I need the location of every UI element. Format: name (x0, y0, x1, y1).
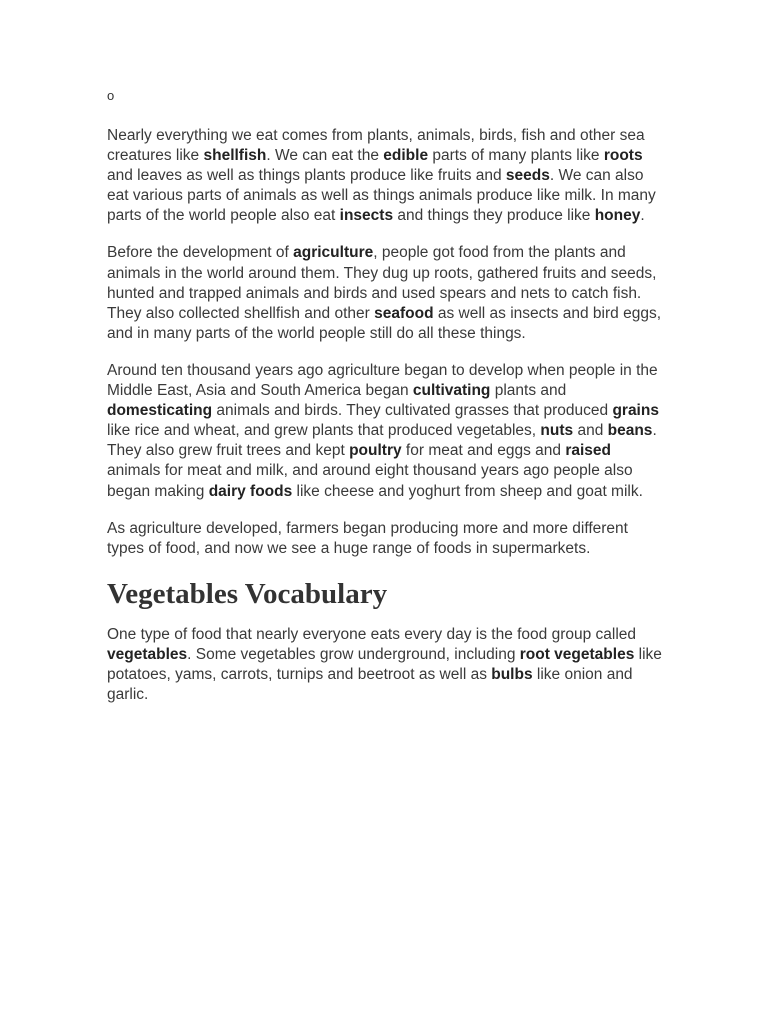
paragraph-text: and leaves as well as things plants produce like fruits and (107, 167, 506, 185)
vocabulary-term: beans (607, 422, 653, 440)
paragraph-text: as well as insects and bird eggs, and in many parts of the world people still do all these things. (107, 304, 661, 342)
vocabulary-term: roots (603, 147, 643, 165)
section-heading: Vegetables Vocabulary (107, 577, 388, 610)
paragraph-text: and things they produce like (393, 207, 595, 225)
document-page (107, 88, 667, 722)
vocabulary-term: agriculture (293, 244, 374, 262)
vocabulary-term: poultry (349, 442, 402, 460)
vocabulary-term: root vegetables (519, 645, 635, 663)
paragraph-text: . They also grew fruit trees and kept (107, 422, 657, 460)
vocabulary-term: bulbs (491, 665, 533, 683)
paragraph-text: Nearly everything we eat comes from plants, animals, birds, fish and other sea creatures like (107, 127, 645, 165)
paragraph-text: . Some vegetables grow underground, including (187, 645, 520, 663)
paragraph-text: . (640, 207, 645, 225)
paragraph-text: As agriculture developed, farmers began producing more and more different types of food, and now we see a huge range of foods in supermarkets. (107, 519, 628, 557)
paragraph-text: animals and birds. They cultivated grasses that produced (212, 402, 613, 420)
vocabulary-term: insects (339, 207, 394, 225)
paragraph-text: and (573, 422, 608, 440)
paragraph-text: One type of food that nearly everyone eats every day is the food group called (107, 625, 637, 643)
vocabulary-term: vegetables (107, 645, 188, 663)
vocabulary-term: honey (594, 207, 641, 225)
paragraph-text: parts of many plants like (428, 147, 604, 165)
paragraph-text: like rice and wheat, and grew plants that produced vegetables, (107, 422, 541, 440)
paragraph-text: Before the development of (107, 244, 294, 262)
paragraph-text: . We can also eat various parts of animals as well as things animals produce like milk. In many parts of the world people also eat (107, 167, 656, 225)
vocabulary-term: domesticating (107, 402, 213, 420)
paragraph-text: like onion and garlic. (107, 665, 633, 704)
vocabulary-term: seeds (505, 167, 550, 185)
paragraph-text: plants and (490, 382, 567, 400)
paragraph-before-agriculture (107, 243, 667, 343)
vocabulary-term: shellfish (203, 147, 267, 165)
paragraph-farmers-supermarkets (107, 519, 667, 559)
paragraph-agriculture-development (107, 361, 667, 502)
vocabulary-term: edible (383, 147, 429, 165)
paragraph-text: Around ten thousand years ago agriculture began to develop when people in the Middle East, Asia and South America began (107, 361, 658, 400)
paragraph-vegetables (107, 625, 667, 705)
paragraph-text: for meat and eggs and (401, 442, 566, 460)
vocabulary-term: nuts (540, 422, 574, 440)
paragraph-text: . We can eat the (266, 147, 384, 165)
paragraph-food-sources (107, 126, 667, 226)
bullet-marker: o (107, 88, 115, 103)
vocabulary-term: cultivating (412, 382, 491, 400)
paragraph-text: like potatoes, yams, carrots, turnips and beetroot as well as (107, 645, 662, 683)
paragraph-text: animals for meat and milk, and around eight thousand years ago people also began making (107, 462, 633, 500)
paragraph-text: , people got food from the plants and animals in the world around them. They dug up roots, gathered fruits and seeds, hunted and trapped animals and birds and used spears and nets to catch fish. They also collected shellfish and other (107, 244, 657, 322)
vocabulary-term: dairy foods (208, 482, 293, 500)
vocabulary-term: grains (612, 402, 659, 420)
paragraph-text: like cheese and yoghurt from sheep and goat milk. (292, 482, 643, 500)
vocabulary-term: raised (565, 442, 612, 460)
vocabulary-term: seafood (374, 304, 434, 322)
